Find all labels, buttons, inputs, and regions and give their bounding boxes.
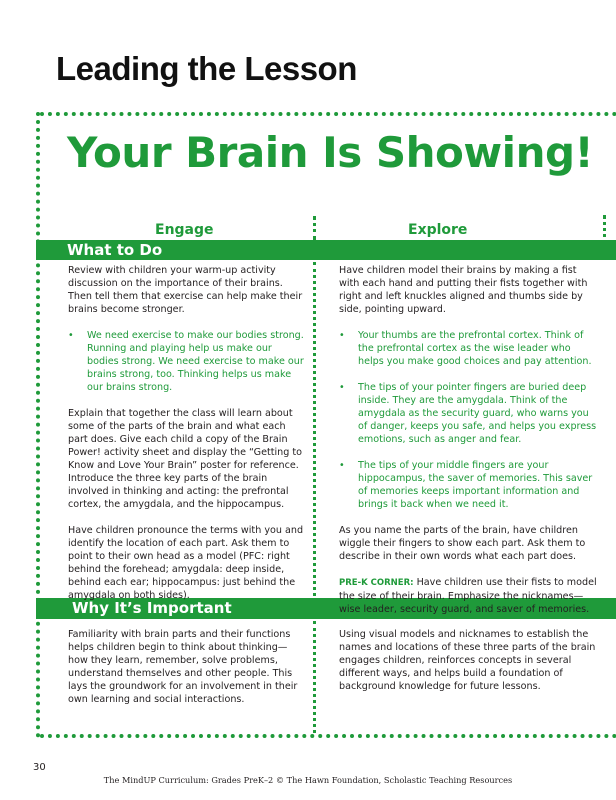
- engage-why-important: [68, 628, 304, 706]
- explore-why-important: [339, 628, 597, 693]
- prek-text: Have children use their fists to model the size of their brain. Emphasize the nicknames—wise leader, security guard, and saver of memories.: [339, 577, 597, 615]
- column-divider-middle: [313, 262, 316, 596]
- explore-bullet: [339, 329, 597, 368]
- what-to-do-bar: What to Do: [36, 240, 616, 260]
- engage-pronounce: Have children pronounce the terms with you and identify the location of each part. Ask them to point to their own head as a model (PFC: right behind the forehead; amygdala: deep inside, behind each ear; hippocampus: just behind the amygdala on both sides).: [68, 525, 304, 601]
- bullet-icon: •: [339, 330, 345, 341]
- section-heading: Leading the Lesson: [56, 50, 357, 87]
- explore-bullet-text: Your thumbs are the prefrontal cortex. Think of the prefrontal cortex as the wise leader who helps you make good choices and pay attention.: [358, 330, 592, 367]
- dotted-border-left: [36, 112, 40, 738]
- explore-bullet: [339, 459, 597, 511]
- lesson-title: Your Brain Is Showing!: [67, 128, 594, 177]
- prek-label: PRE-K CORNER:: [339, 578, 414, 588]
- column-divider-bottom: [313, 621, 316, 733]
- engage-intro: Review with children your warm-up activity discussion on the importance of their brains. Then tell them that exercise can help make their brains become stronger.: [68, 265, 303, 315]
- explore-what-to-do: [339, 264, 597, 616]
- prek-corner: [339, 576, 597, 616]
- page-number: 30: [33, 762, 46, 773]
- engage-bullet: [68, 329, 304, 394]
- bullet-icon: •: [68, 330, 74, 341]
- column-divider-top: [313, 216, 316, 240]
- engage-what-to-do: [68, 264, 304, 602]
- explore-wiggle: As you name the parts of the brain, have children wiggle their fingers to show each part. Ask them to describe in their own words what each part does.: [339, 525, 586, 562]
- engage-explain: Explain that together the class will learn about some of the parts of the brain and what each part does. Give each child a copy of the Brain Power! activity sheet and display the “Getting to Know and Love Your Brain” poster for reference. Introduce the three key parts of the brain involved in thinking and acting: the prefrontal cortex, the amygdala, and the hippocampus.: [68, 408, 303, 510]
- explore-bullet: [339, 381, 597, 446]
- engage-heading: Engage: [155, 222, 214, 238]
- dotted-border-top: [40, 112, 616, 116]
- explore-heading: Explore: [408, 222, 468, 238]
- explore-bullet-text: The tips of your middle fingers are your hippocampus, the saver of memories. This saver of memories keeps important information and brings it back when we need it.: [358, 460, 593, 510]
- bullet-icon: •: [339, 460, 345, 471]
- engage-bullet-text: We need exercise to make our bodies strong. Running and playing help us make our bodies strong. We need exercise to make our brains strong, too. Thinking helps us make our brains strong.: [87, 330, 304, 393]
- explore-why-text: Using visual models and nicknames to establish the names and locations of these three parts of the brain engages children, reinforces concepts in several different ways, and helps build a foundation of background knowledge for future lessons.: [339, 629, 596, 692]
- why-important-bar: Why It’s Important: [36, 598, 616, 619]
- explore-intro: Have children model their brains by making a fist with each hand and putting their fists together with right and left knuckles aligned and thumbs side by side, pointing upward.: [339, 265, 588, 315]
- dotted-border-bottom: [40, 734, 616, 738]
- engage-why-text: Familiarity with brain parts and their functions helps children begin to think about thinking—how they learn, remember, solve problems, understand themselves and other people. This lays the groundwork for an involvement in their own learning and social interactions.: [68, 629, 298, 705]
- bullet-icon: •: [339, 382, 345, 393]
- explore-bullet-text: The tips of your pointer fingers are buried deep inside. They are the amygdala. Think of the amygdala as the security guard, who warns you of danger, keeps you safe, and helps you express emotions, such as anger and fear.: [358, 382, 597, 445]
- footer-credit: The MindUP Curriculum: Grades PreK–2 © The Hawn Foundation, Scholastic Teaching Resources: [103, 775, 513, 785]
